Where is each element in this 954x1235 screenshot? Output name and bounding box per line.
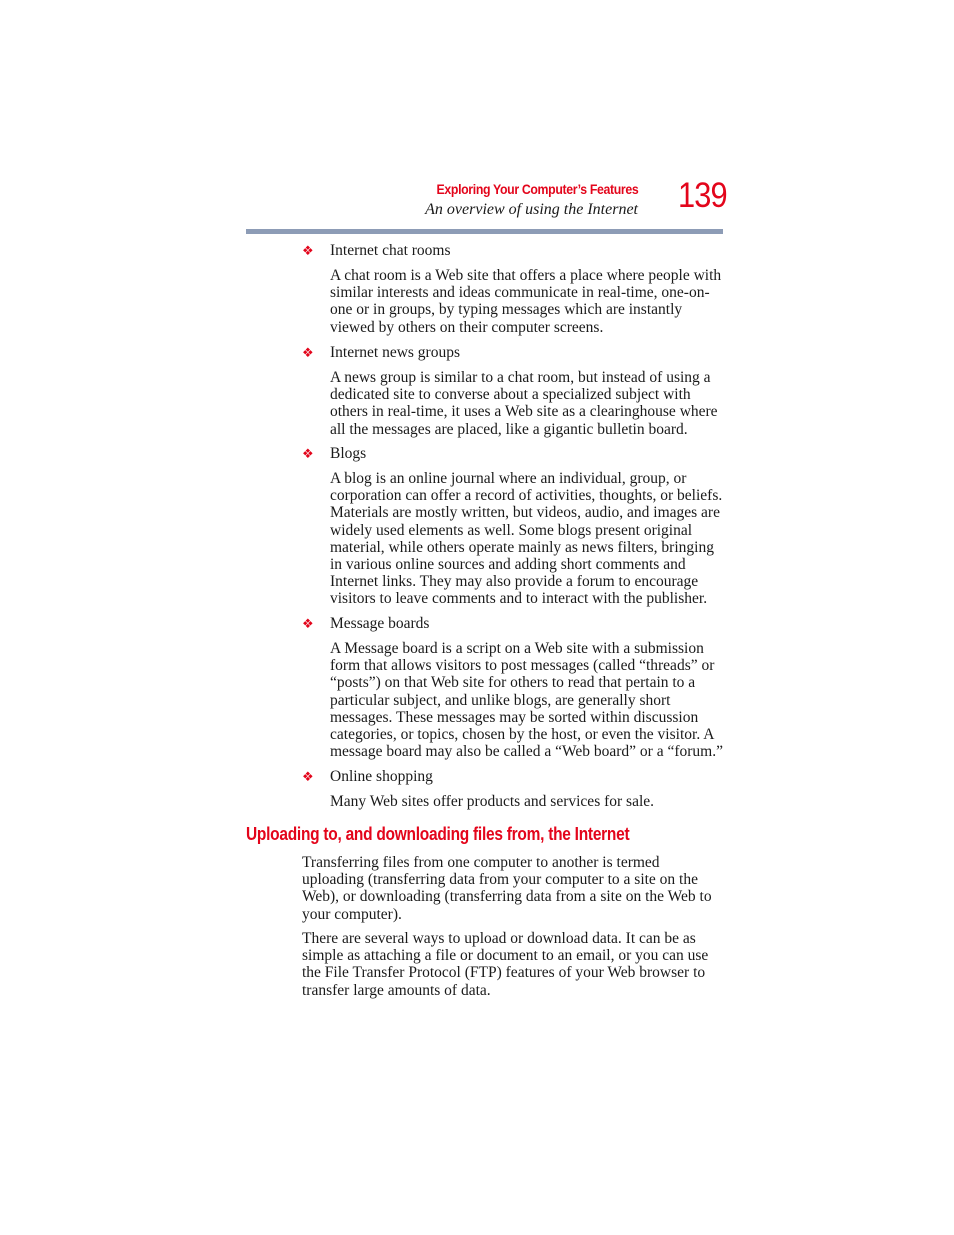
- text-line: messages. These messages may be sorted within discussion: [330, 708, 699, 726]
- text-line: simple as attaching a file or document to an email, or you can use: [302, 947, 709, 965]
- header-rule: [246, 229, 723, 234]
- list-item-description: [330, 640, 725, 760]
- list-item-title: Online shopping: [330, 768, 433, 785]
- section-title: An overview of using the Internet: [425, 201, 638, 218]
- text-line: dedicated site to converse about a specialized subject with: [330, 386, 691, 404]
- text-line: There are several ways to upload or download data. It can be as: [302, 930, 696, 947]
- text-line: widely used elements as well. Some blogs present original: [330, 521, 693, 539]
- body-paragraph: [302, 930, 727, 999]
- text-line: A chat room is a Web site that offers a place where people with: [330, 267, 722, 284]
- text-line: particular subject, and unlike blogs, are generally short: [330, 691, 671, 709]
- text-line: A news group is similar to a chat room, but instead of using a: [330, 369, 711, 386]
- chapter-title: Exploring Your Computer’s Features: [436, 181, 638, 197]
- text-line: Web), or downloading (transferring data from a site on the Web to: [302, 888, 712, 906]
- text-line: Materials are mostly written, but videos, audio, and images are: [330, 504, 720, 522]
- list-item-description: [330, 793, 725, 810]
- text-line: one or in groups, by typing messages which are instantly: [330, 301, 683, 319]
- text-line: Transferring files from one computer to another is termed: [302, 854, 660, 871]
- list-item-title: Internet news groups: [330, 344, 460, 361]
- text-line: “posts”) on that Web site for others to read that pertain to a: [330, 674, 696, 692]
- text-line: the File Transfer Protocol (FTP) features of your Web browser to: [302, 964, 706, 982]
- list-item-description: [330, 267, 725, 336]
- text-line: categories, or topics, chosen by the host, or even the visitor. A: [330, 726, 715, 744]
- text-line: visitors to leave comments and to interact with the publisher.: [330, 590, 708, 608]
- text-line: material, while others operate mainly as news filters, bringing: [330, 538, 714, 556]
- text-line: A Message board is a script on a Web site with a submission: [330, 640, 704, 657]
- text-line: message board may also be called a “Web board” or a “forum.”: [330, 743, 723, 761]
- text-line: all the messages are placed, like a gigantic bulletin board.: [330, 420, 688, 438]
- text-line: corporation can offer a record of activities, thoughts, or beliefs.: [330, 487, 723, 505]
- text-line: similar interests and ideas communicate in real-time, one-on-: [330, 284, 710, 302]
- text-line: viewed by others on their computer screens.: [330, 318, 604, 336]
- list-item-description: [330, 369, 725, 438]
- text-line: Many Web sites offer products and services for sale.: [330, 793, 655, 810]
- bullet-icon: ❖: [302, 769, 314, 784]
- text-line: A blog is an online journal where an individual, group, or: [330, 470, 687, 487]
- text-line: others in real-time, it uses a Web site as a clearinghouse where: [330, 403, 718, 421]
- bullet-icon: ❖: [302, 446, 314, 461]
- list-item-title: Blogs: [330, 445, 367, 462]
- bullet-icon: ❖: [302, 243, 314, 258]
- body-paragraph: [302, 854, 727, 923]
- page-number: 139: [678, 176, 727, 215]
- bullet-icon: ❖: [302, 616, 314, 631]
- list-item-description: [330, 470, 725, 608]
- text-line: your computer).: [302, 905, 402, 923]
- bullet-icon: ❖: [302, 345, 314, 360]
- list-item-title: Internet chat rooms: [330, 242, 451, 259]
- text-line: transfer large amounts of data.: [302, 981, 491, 999]
- text-line: Internet links. They may also provide a forum to encourage: [330, 573, 699, 591]
- text-line: in various online sources and adding short comments and: [330, 556, 686, 574]
- text-line: uploading (transferring data from your computer to a site on the: [302, 871, 698, 889]
- text-line: form that allows visitors to post messages (called “threads” or: [330, 657, 715, 675]
- list-item-title: Message boards: [330, 615, 430, 632]
- section-heading: Uploading to, and downloading files from, the Internet: [246, 824, 630, 844]
